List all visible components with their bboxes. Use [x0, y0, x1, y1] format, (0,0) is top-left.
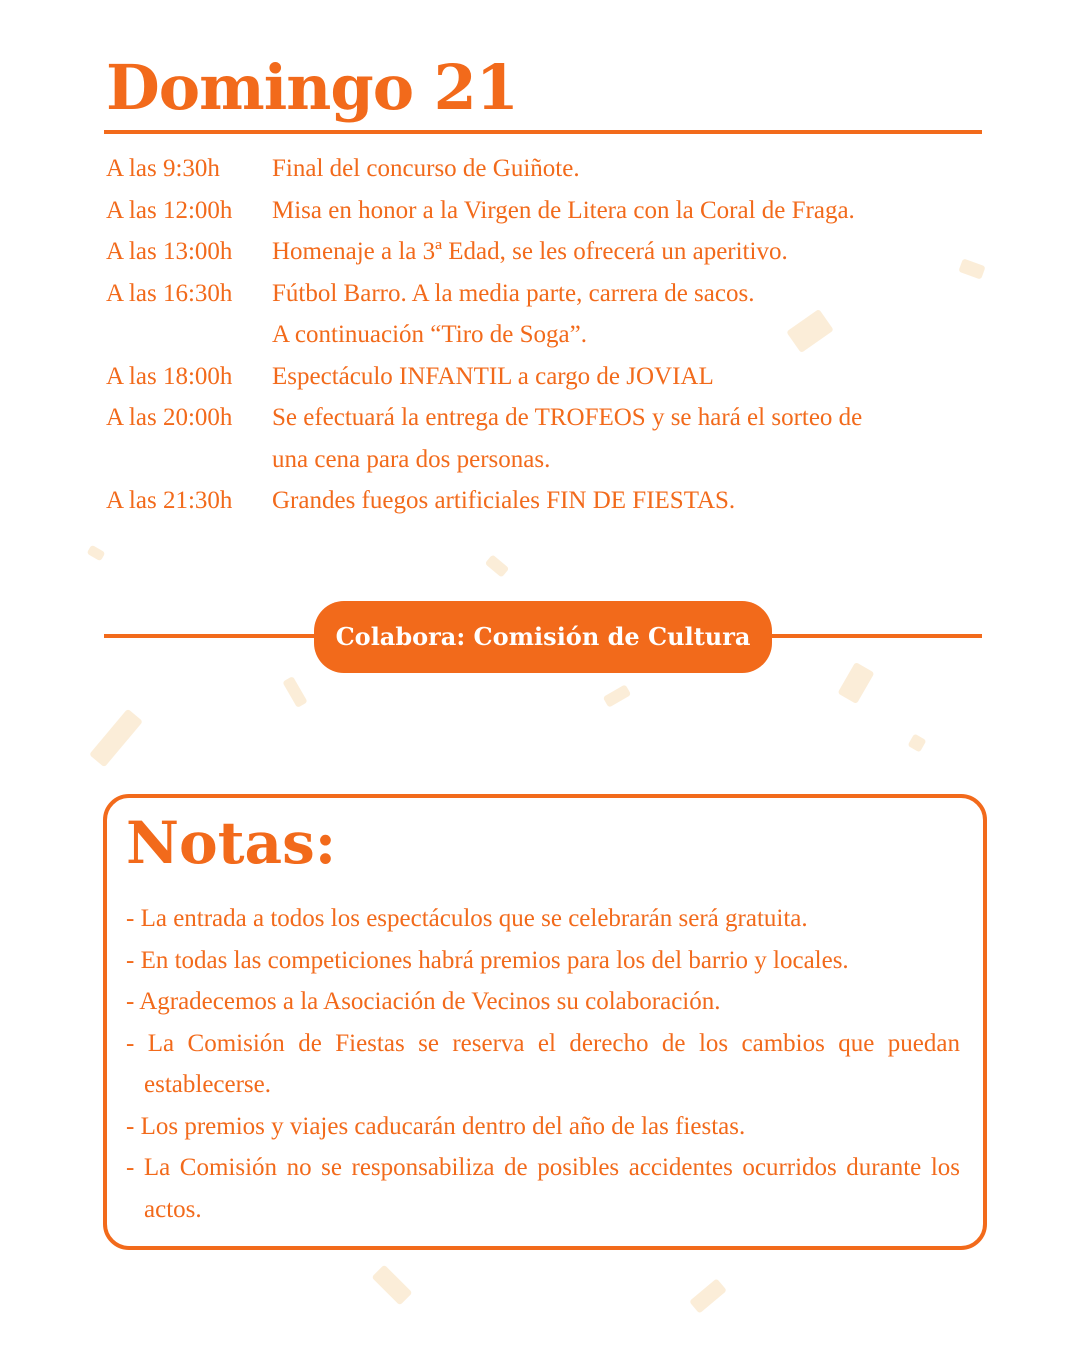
schedule-row — [106, 480, 986, 522]
schedule-row — [106, 190, 986, 232]
schedule-description-line: Fútbol Barro. A la media parte, carrera de sacos. — [272, 279, 755, 307]
schedule-row — [106, 273, 986, 356]
schedule-description-line: Espectáculo INFANTIL a cargo de JOVIAL — [272, 362, 714, 390]
schedule-description-line: una cena para dos personas. — [272, 445, 551, 473]
schedule-description-line: A continuación “Tiro de Soga”. — [272, 321, 588, 348]
schedule-description — [272, 273, 986, 356]
collab-badge: Colabora: Comisión de Cultura — [314, 601, 772, 673]
notes-title: Notas: — [126, 809, 337, 877]
schedule-row — [106, 148, 986, 190]
schedule-time: A las 13:00h — [106, 238, 233, 265]
title-divider — [104, 130, 982, 134]
confetti-decoration — [837, 662, 874, 704]
confetti-decoration — [371, 1264, 412, 1305]
schedule-row — [106, 231, 986, 273]
confetti-decoration — [907, 733, 926, 752]
schedule-description — [272, 190, 986, 232]
note-item: - En todas las competiciones habrá premios para los del barrio y locales. — [126, 946, 849, 974]
schedule-description — [272, 148, 986, 190]
note-item: - La Comisión de Fiestas se reserva el derecho de los cambios que puedan establecerse. — [126, 1029, 960, 1098]
schedule-row — [106, 397, 986, 480]
schedule-time: A las 18:00h — [106, 362, 233, 390]
schedule-description-line: Se efectuará la entrega de TROFEOS y se hará el sorteo de — [272, 404, 863, 431]
note-item: - Agradecemos a la Asociación de Vecinos su colaboración. — [126, 988, 721, 1015]
schedule-description — [272, 356, 986, 398]
confetti-decoration — [87, 545, 106, 562]
schedule-description-line: Grandes fuegos artificiales FIN DE FIESTAS. — [272, 487, 736, 514]
schedule-time: A las 20:00h — [106, 404, 233, 431]
note-item: - Los premios y viajes caducarán dentro del año de las fiestas. — [126, 1112, 746, 1140]
schedule-time: A las 21:30h — [106, 487, 233, 514]
schedule-description — [272, 480, 986, 522]
schedule-description-line: Final del concurso de Guiñote. — [272, 155, 580, 182]
confetti-decoration — [603, 684, 632, 707]
note-item: - La Comisión no se responsabiliza de posibles accidentes ocurridos durante los actos. — [126, 1154, 960, 1223]
page-title: Domingo 21 — [106, 51, 518, 124]
confetti-decoration — [689, 1278, 727, 1313]
schedule-description-line: Homenaje a la 3ª Edad, se les ofrecerá un aperitivo. — [272, 238, 788, 265]
schedule-description — [272, 231, 986, 273]
confetti-decoration — [89, 709, 143, 768]
schedule-description — [272, 397, 986, 480]
schedule-time: A las 12:00h — [106, 196, 233, 224]
schedule — [106, 148, 986, 522]
note-item: - La entrada a todos los espectáculos que se celebrarán será gratuita. — [126, 905, 808, 932]
schedule-row — [106, 356, 986, 398]
confetti-decoration — [282, 676, 307, 708]
schedule-time: A las 9:30h — [106, 155, 220, 182]
schedule-description-line: Misa en honor a la Virgen de Litera con la Coral de Fraga. — [272, 196, 855, 224]
notes-list — [126, 898, 960, 1230]
confetti-decoration — [485, 554, 510, 577]
schedule-time: A las 16:30h — [106, 279, 233, 307]
